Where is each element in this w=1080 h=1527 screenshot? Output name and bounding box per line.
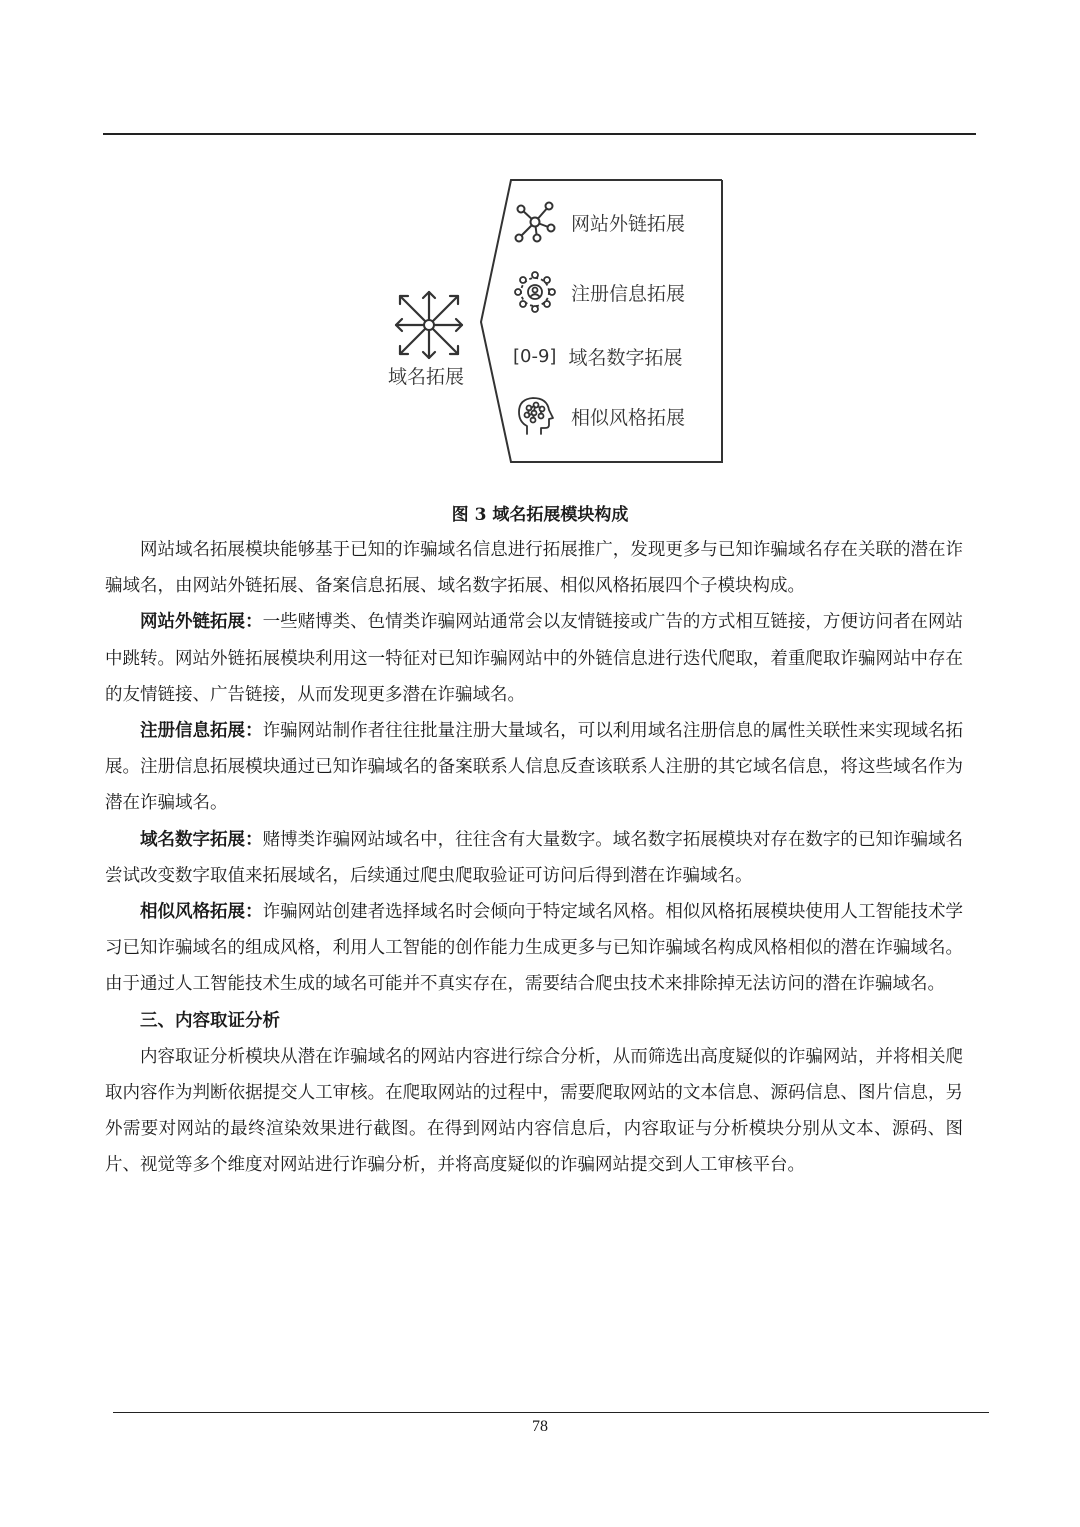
- paragraph-body: 诈骗网站创建者选择域名时会倾向于特定域名风格。相似风格拓展模块使用人工智能技术学习已知诈骗域名的组成风格，利用人工智能的创作能力生成更多与已知诈骗域名构成风格相似的潜在诈骗域名。由于通过人工智能技术生成的域名可能并不真实存在，需要结合爬虫技术来排除掉无法访问的潜在诈骗域名。: [105, 902, 963, 995]
- figure-item-number-expansion: [513, 336, 682, 376]
- body-text: [105, 532, 963, 1184]
- paragraph-title: 注册信息拓展：: [140, 721, 263, 742]
- header-rule: [103, 133, 976, 135]
- intro-paragraph: 网站域名拓展模块能够基于已知的诈骗域名信息进行拓展推广，发现更多与已知诈骗域名存在关联的潜在诈骗域名，由网站外链拓展、备案信息拓展、域名数字拓展、相似风格拓展四个子模块构成。: [105, 540, 963, 597]
- section-heading: 三、内容取证分析: [140, 1010, 280, 1031]
- user-registration-icon: [513, 272, 557, 312]
- figure-item-registration-expansion: [513, 272, 685, 312]
- digit-range-icon: [0-9]: [513, 345, 557, 367]
- expand-arrows-icon: [392, 288, 466, 362]
- paragraph-registration-expansion: [105, 713, 963, 822]
- figure-item-label: 域名数字拓展: [568, 346, 683, 369]
- figure-item-label: 注册信息拓展: [571, 282, 686, 305]
- paragraph-title: 域名数字拓展：: [140, 829, 263, 850]
- brain-head-icon: [513, 396, 557, 436]
- figure-item-link-expansion: [513, 202, 685, 242]
- paragraph-body: 赌博类诈骗网站域名中，往往含有大量数字。域名数字拓展模块对存在数字的已知诈骗域名尝试改变数字取值来拓展域名，后续通过爬虫爬取验证可访问后得到潜在诈骗域名。: [105, 829, 963, 886]
- root-label: 域名拓展: [388, 366, 465, 388]
- paragraph-body: 诈骗网站制作者往往批量注册大量域名，可以利用域名注册信息的属性关联性来实现域名拓展。注册信息拓展模块通过已知诈骗域名的备案联系人信息反查该联系人注册的其它域名信息，将这些域名作为潜在诈骗域名。: [105, 721, 963, 814]
- figure-item-label: 网站外链拓展: [571, 212, 686, 235]
- paragraph-style-expansion: [105, 894, 963, 1003]
- paragraph-body: 一些赌博类、色情类诈骗网站通常会以友情链接或广告的方式相互链接，方便访问者在网站中跳转。网站外链拓展模块利用这一特征对已知诈骗网站中的外链信息进行迭代爬取，着重爬取诈骗网站中存在的友情链接、广告链接，从而发现更多潜在诈骗域名。: [105, 612, 963, 705]
- paragraph-title: 网站外链拓展：: [140, 612, 263, 633]
- network-nodes-icon: [513, 202, 557, 242]
- figure-item-style-expansion: [513, 396, 685, 436]
- figure-item-label: 相似风格拓展: [571, 406, 686, 429]
- footer-rule: [113, 1412, 989, 1413]
- paragraph-number-expansion: [105, 822, 963, 894]
- page-number: 78: [532, 1418, 548, 1435]
- paragraph-link-expansion: [105, 604, 963, 713]
- paragraph-content-forensics: 内容取证分析模块从潜在诈骗域名的网站内容进行综合分析，从而筛选出高度疑似的诈骗网站，并将相关爬取内容作为判断依据提交人工审核。在爬取网站的过程中，需要爬取网站的文本信息、源码信息、图片信息，另外需要对网站的最终渲染效果进行截图。在得到网站内容信息后，内容取证与分析模块分别从文本、源码、图片、视觉等多个维度对网站进行诈骗分析，并将高度疑似的诈骗网站提交到人工审核平台。: [105, 1046, 963, 1176]
- figure-caption: 图 3 域名拓展模块构成: [451, 505, 629, 525]
- domain-expansion-figure: [380, 176, 730, 466]
- paragraph-title: 相似风格拓展：: [140, 902, 263, 923]
